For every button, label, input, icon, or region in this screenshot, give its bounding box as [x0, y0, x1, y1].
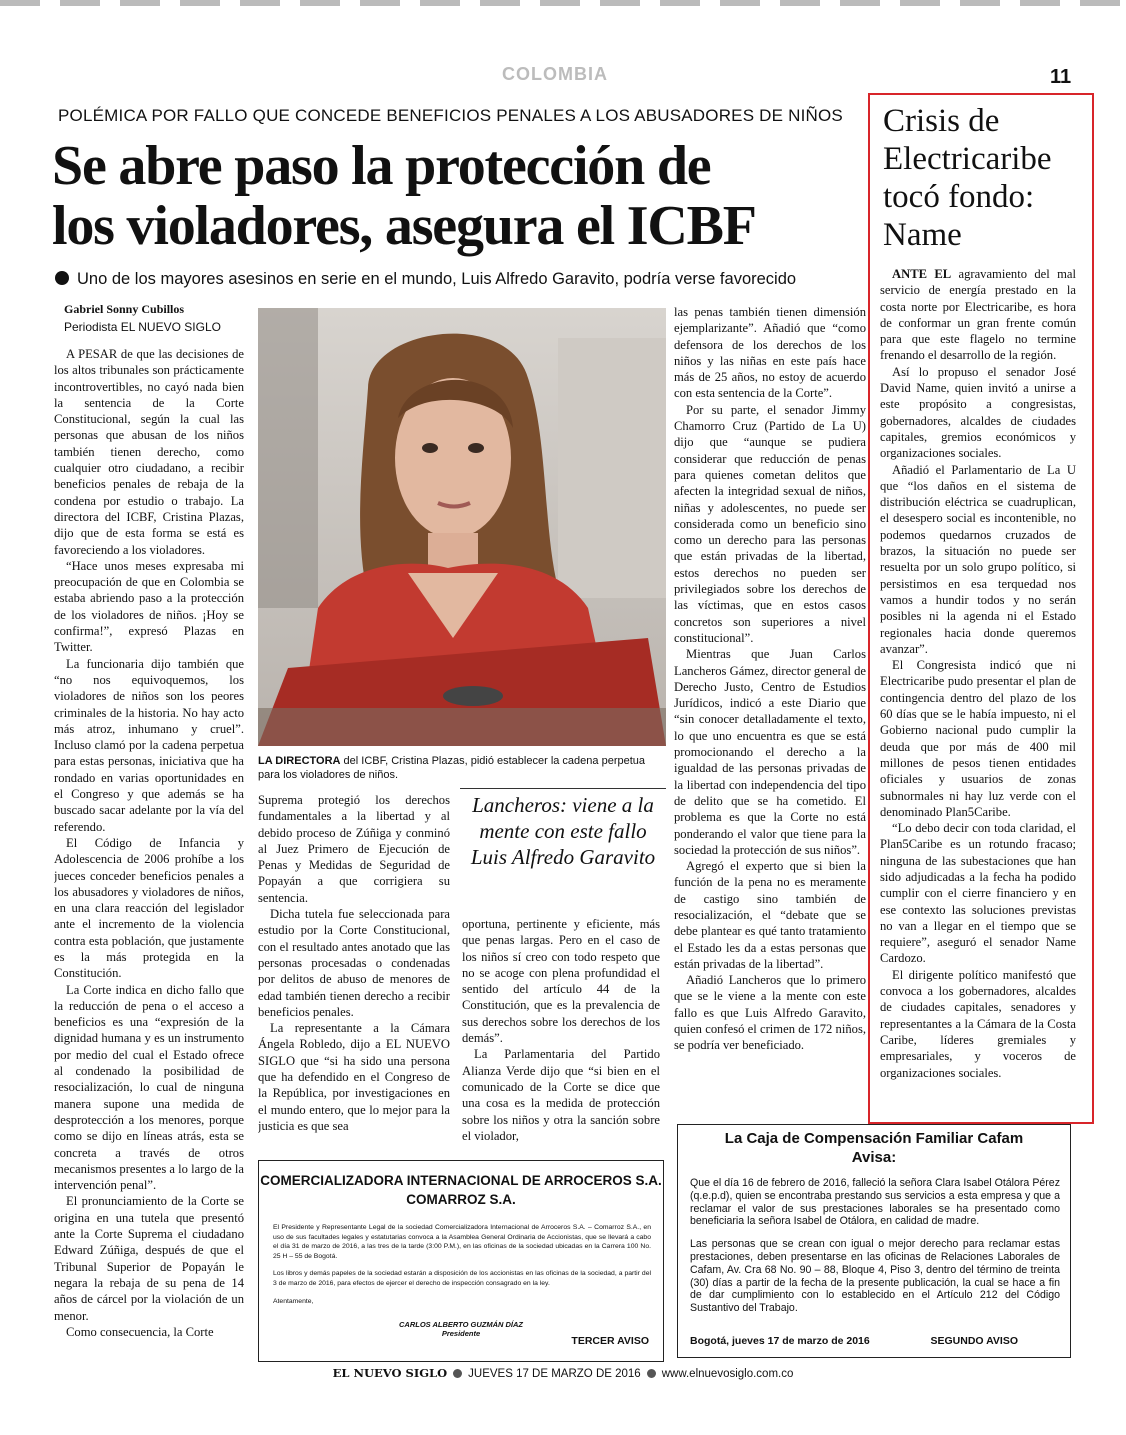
page-footer — [0, 1366, 1126, 1380]
ad-company-name: COMERCIALIZADORA INTERNACIONAL DE ARROCEROS S.A. — [260, 1173, 662, 1188]
sidebar-title-line: Electricaribe — [883, 141, 1052, 177]
bullet-icon — [647, 1369, 656, 1378]
comarroz-notice-ad — [258, 1160, 664, 1362]
ad-footer — [690, 1335, 1058, 1347]
ad-notice-label: SEGUNDO AVISO — [930, 1335, 1018, 1347]
byline-name: Gabriel Sonny Cubillos — [64, 302, 185, 316]
page-edge-strip — [0, 0, 1126, 6]
paragraph: Suprema protegió los derechos fundamentales a la libertad y al debido proceso de Zúñiga y conminó al Juez Primero de Ejecución de Penas y Medidas de Seguridad de Popayán a que corrigiera su sentencia. — [258, 793, 450, 905]
sidebar-title — [883, 102, 1083, 254]
paragraph: Añadió Lancheros que lo primero que se le viene a la mente con este fallo es que Luis Alfredo Garavito, quien confesó el crimen de 172 niños, se podría ver beneficiado. — [674, 973, 866, 1053]
paragraph: La Parlamentaria del Partido Alianza Verde dijo que “si bien en el comunicado de la Corte se dice que una cosa es la medida de protección sobre los niños y otra la sanción sobre el violador, — [462, 1047, 660, 1143]
paragraph: Mientras que Juan Carlos Lancheros Gámez, director general de Derecho Justo, Centro de Estudios Jurídicos, indicó a este Diario que “sin conocer detalladamente el texto, lo que uno encuentra es que se está promocionando el derecho a la igualdad de las personas privadas de la libertad con independencia del tipo de delito que se ha cometido. El problema es que la Corte no está ponderando el valor que tiene para la sociedad la protección de sus niños”. — [674, 647, 866, 857]
paragraph: las penas también tienen dimensión ejemplarizante”. Añadió que “como defensora de los derechos de los niños y las niñas en este país hace más de 25 años, no estoy de acuerdo con esta sentencia de la Corte”. — [674, 305, 866, 401]
ad-body-1: El Presidente y Representante Legal de la sociedad Comercializadora Internacional de Arroceros S.A. – Comarroz S.A., en uso de sus facultades legales y estatutarias convoca a la Asamblea General Ordinaria de Accionistas, que se llevará a cabo el día 31 de marzo de 2016, a las tres de la tarde (3:00 P.M.), en las oficinas de la sociedad ubicadas en la Carrera 100 No. 25 H – 55 de Bogotá. — [273, 1224, 651, 1260]
ad-notice-label: TERCER AVISO — [571, 1335, 649, 1347]
ad-title: La Caja de Compensación Familiar Cafam — [724, 1130, 1024, 1147]
byline-role: Periodista EL NUEVO SIGLO — [64, 320, 221, 334]
bullet-icon — [453, 1369, 462, 1378]
newspaper-logo: EL NUEVO SIGLO — [332, 1366, 448, 1380]
sidebar-body — [880, 266, 1076, 1106]
paragraph: El Código de Infancia y Adolescencia de 2006 prohíbe a los jueces conceder beneficios penales a los abusadores y violadores de niños, en una clara reacción del legislador ante el incremento de la violencia contra esta población, que justamente es la más protegida en la Constitución. — [54, 835, 244, 981]
footer-url: www.elnuevosiglo.com.co — [661, 1368, 794, 1380]
article-subhead — [55, 270, 796, 289]
paragraph: “Hace unos meses expresaba mi preocupación de que en Colombia se estaba abriendo paso a la protección de los violadores de niños. ¡Hoy se confirma!”, expresó Plazas en Twitter. — [54, 558, 244, 655]
article-column-3 — [462, 916, 660, 1144]
ad-date: Bogotá, jueves 17 de marzo de 2016 — [690, 1335, 870, 1347]
sidebar-title-line: Crisis de — [883, 103, 1000, 139]
page-number: 11 — [1050, 66, 1072, 88]
ad-subtitle: Avisa: — [851, 1149, 897, 1166]
photo-caption — [258, 754, 666, 782]
ad-body-2: Los libros y demás papeles de la sociedad estarán a disposición de los accionistas en las oficinas de la sociedad, a partir del 3 de marzo de 2016, para efectos de ejercer el derecho de inspección consagrado en la ley. — [273, 1270, 651, 1287]
paragraph: El pronunciamiento de la Corte se origina en una tutela que presentó ante la Corte Suprema el ciudadano Edward Zúñiga, después de que el Tribunal Superior de Popayán le negara la rebaja de su pena de 14 años de cárcel por la violación de un menor. — [54, 1194, 244, 1323]
sidebar-lead-text: agravamiento del mal servicio de energía prestado en la costa norte por Electricaribe, es hora de conformar un gran frente común para que este flagelo no termine frenando el desarrollo de la región. — [880, 267, 1076, 363]
caption-text: del ICBF, Cristina Plazas, pidió establecer la cadena perpetua para los violadores de niños. — [258, 755, 646, 781]
sidebar-title-line: Name — [883, 217, 962, 253]
paragraph: El dirigente político manifestó que convoca a los gobernadores, alcaldes de ciudades capitales, senadores y representantes a la Cámara de la Costa Caribe, líderes gremiales y empresariales, y voceros de organizaciones sociales. — [880, 967, 1076, 1080]
section-label: COLOMBIA — [502, 64, 608, 84]
paragraph: Dicha tutela fue seleccionada para estudio por la Corte Constitucional, con el resultado antes anotado que las personas procesadas o condenadas por delitos de abuso de menores de edad también tienen derecho a recibir beneficios penales. — [258, 907, 450, 1019]
paragraph: La representante a la Cámara Ángela Robledo, dijo a EL NUEVO SIGLO que “si ha sido una persona que ha defendido en el Congreso de la República, por investigaciones en el mundo entero, que lo mejor para la justicia es que sea — [258, 1021, 450, 1133]
ad-body-2: Las personas que se crean con igual o mejor derecho para reclamar estas prestaciones, deben presentarse en las oficinas de Relaciones Laborales de Cafam, Av. Cra 68 No. 90 – 88, Bloque 4, Piso 3, dentro del término de treinta (30) días a partir de la fecha de la presente publicación, la cual se hace a fin de dar cumplimiento con lo establecido en el Artículo 212 del Código Sustantivo del Trabajo. — [690, 1238, 1060, 1315]
paragraph: oportuna, pertinente y eficiente, más que penas largas. Pero en el caso de los niños sí creo con todo respeto que no se acoge con plena profundidad el sentido del artículo 44 de la Constitución, que es la prevalencia de sus derechos sobre los derechos de los demás”. — [462, 917, 660, 1046]
paragraph: Así lo propuso el senador José David Name, quien invitó a unirse a este propósito a congresistas, gobernadores, alcaldes de ciudades capitales, gremios económicos y organizaciones sociales. — [880, 364, 1076, 461]
paragraph: A PESAR de que las decisiones de los altos tribunales son prácticamente incontrovertibles, no cayó nada bien la sentencia de la Corte Constitucional, según la cual las personas que abusan de los niños también tienen derecho, como cualquier otro ciudadano, a recibir beneficios penales de rebaja de la condena por estudio o trabajo. La directora del ICBF, Cristina Plazas, dijo que de esta forma se está es favoreciendo a los violadores. — [54, 347, 244, 557]
ad-body-1: Que el día 16 de febrero de 2016, falleció la señora Clara Isabel Otálora Pérez (q.e.p.d), quien se encontraba prestando sus servicios a esta empresa y que a reclamar el valor de sus prestaciones laborales se ha presentado como beneficiaria la señora Isabel de Otálora, en calidad de madre. — [690, 1177, 1060, 1228]
bullet-icon — [55, 271, 69, 285]
ad-closing: Atentamente, — [273, 1297, 314, 1305]
paragraph: La funcionaria dijo también que “no nos equivoquemos, los violadores de niños son los peores criminales de la historia. No hay acto más atroz, inhumano y cruel”. Incluso clamó por la cadena perpetua para estas personas, iniciativa que ha rondado en varias oportunidades en el Congreso y que además se ha buscado sacar adelante por la vía del referendo. — [54, 656, 244, 834]
paragraph: Añadió el Parlamentario de La U que “los daños en el sistema de distribución eléctrica se cuadruplican, el desespero social es incontenible, no podemos quedarnos cruzados de brazos, la situación no puede ser resuelta por un solo grupo político, si persistimos en esa terquedad nos vamos a hundir todos y no serán posibles ni la agenda ni el Estado regionales hacia donde queremos avanzar”. — [880, 462, 1076, 656]
article-column-2 — [258, 792, 450, 1142]
footer-date: JUEVES 17 DE MARZO DE 2016 — [468, 1368, 641, 1380]
woman-portrait-image — [258, 308, 666, 746]
article-column-4 — [674, 304, 866, 1108]
pull-quote-rule — [460, 788, 666, 789]
article-column-1 — [54, 346, 244, 1358]
pull-quote: Lancheros: viene a la mente con este fallo Luis Alfredo Garavito — [470, 793, 656, 869]
ad-company-short: COMARROZ S.A. — [406, 1192, 516, 1207]
ad-signer: CARLOS ALBERTO GUZMÁN DÍAZ — [398, 1320, 524, 1330]
paragraph: Agregó el experto que si bien la función de la pena no es meramente de castigo sino también de resocialización, el “debate que se debe plantear es qué tanto tratamiento el Estado les da a estas personas que están privadas de la libertad”. — [674, 859, 866, 971]
paragraph: “Lo debo decir con toda claridad, el Plan5Caribe es un rotundo fracaso; ninguna de las subestaciones que han sido adjudicadas a la fecha ha podido cumplir con el cierre financiero y en ese contexto las soluciones previstas no van a llegar en el tiempo que se requiere”, aseguró el senador Name Cardozo. — [880, 821, 1076, 966]
paragraph — [880, 266, 1076, 364]
article-photo — [258, 308, 666, 746]
sidebar-title-line: tocó fondo: — [883, 179, 1035, 215]
ad-signer-role: Presidente — [441, 1329, 481, 1339]
subhead-text: Uno de los mayores asesinos en serie en el mundo, Luis Alfredo Garavito, podría verse favorecido — [77, 270, 797, 288]
paragraph: La Corte indica en dicho fallo que la reducción de pena o el acceso a beneficios es una “expresión de la dignidad humana y es un instrumento por medio del cual el Estado ofrece al condenado la posibilidad de resocialización, lo cual de ninguna manera supone una medida de desprotección a los menores, porque como se dijo en líneas atrás, esta se concreta a través de otros mecanismos presentes a lo largo de la intervención penal”. — [54, 982, 244, 1193]
paragraph: El Congresista indicó que ni Electricaribe pudo presentar el plan de contingencia dentro del plazo de los 60 días que se le había impuesto, ni el Gobierno nacional pudo cumplir la deuda que por más de 400 mil millones de pesos tienen entidades oficiales y usuarios de zonas subnormales ni hay luz verde con el denominado Plan5Caribe. — [880, 658, 1076, 819]
article-kicker: POLÉMICA POR FALLO QUE CONCEDE BENEFICIOS PENALES A LOS ABUSADORES DE NIÑOS — [58, 106, 843, 125]
sidebar-lead-word: ANTE EL — [892, 267, 952, 281]
article-headline — [52, 136, 852, 256]
caption-lead: LA DIRECTORA — [258, 755, 341, 767]
paragraph: Por su parte, el senador Jimmy Chamorro Cruz (Partido de La U) dijo que “aunque se pudiera considerar que reducción de penas para quienes cometan delitos que afecten la integridad sexual de niños, niñas y adolescentes, no puede ser considerada como un beneficio sino como un derecho para las personas que están privadas de la libertad, estos derechos no pueden ser privilegiados sobre los derechos de las víctimas, que en estos casos concretos son superiores a nivel constitucional”. — [674, 402, 866, 645]
headline-line: Se abre paso la protección de — [52, 135, 711, 197]
headline-line: los violadores, asegura el ICBF — [52, 195, 756, 257]
cafam-notice-ad — [677, 1124, 1071, 1358]
paragraph: Como consecuencia, la Corte — [66, 1324, 214, 1339]
